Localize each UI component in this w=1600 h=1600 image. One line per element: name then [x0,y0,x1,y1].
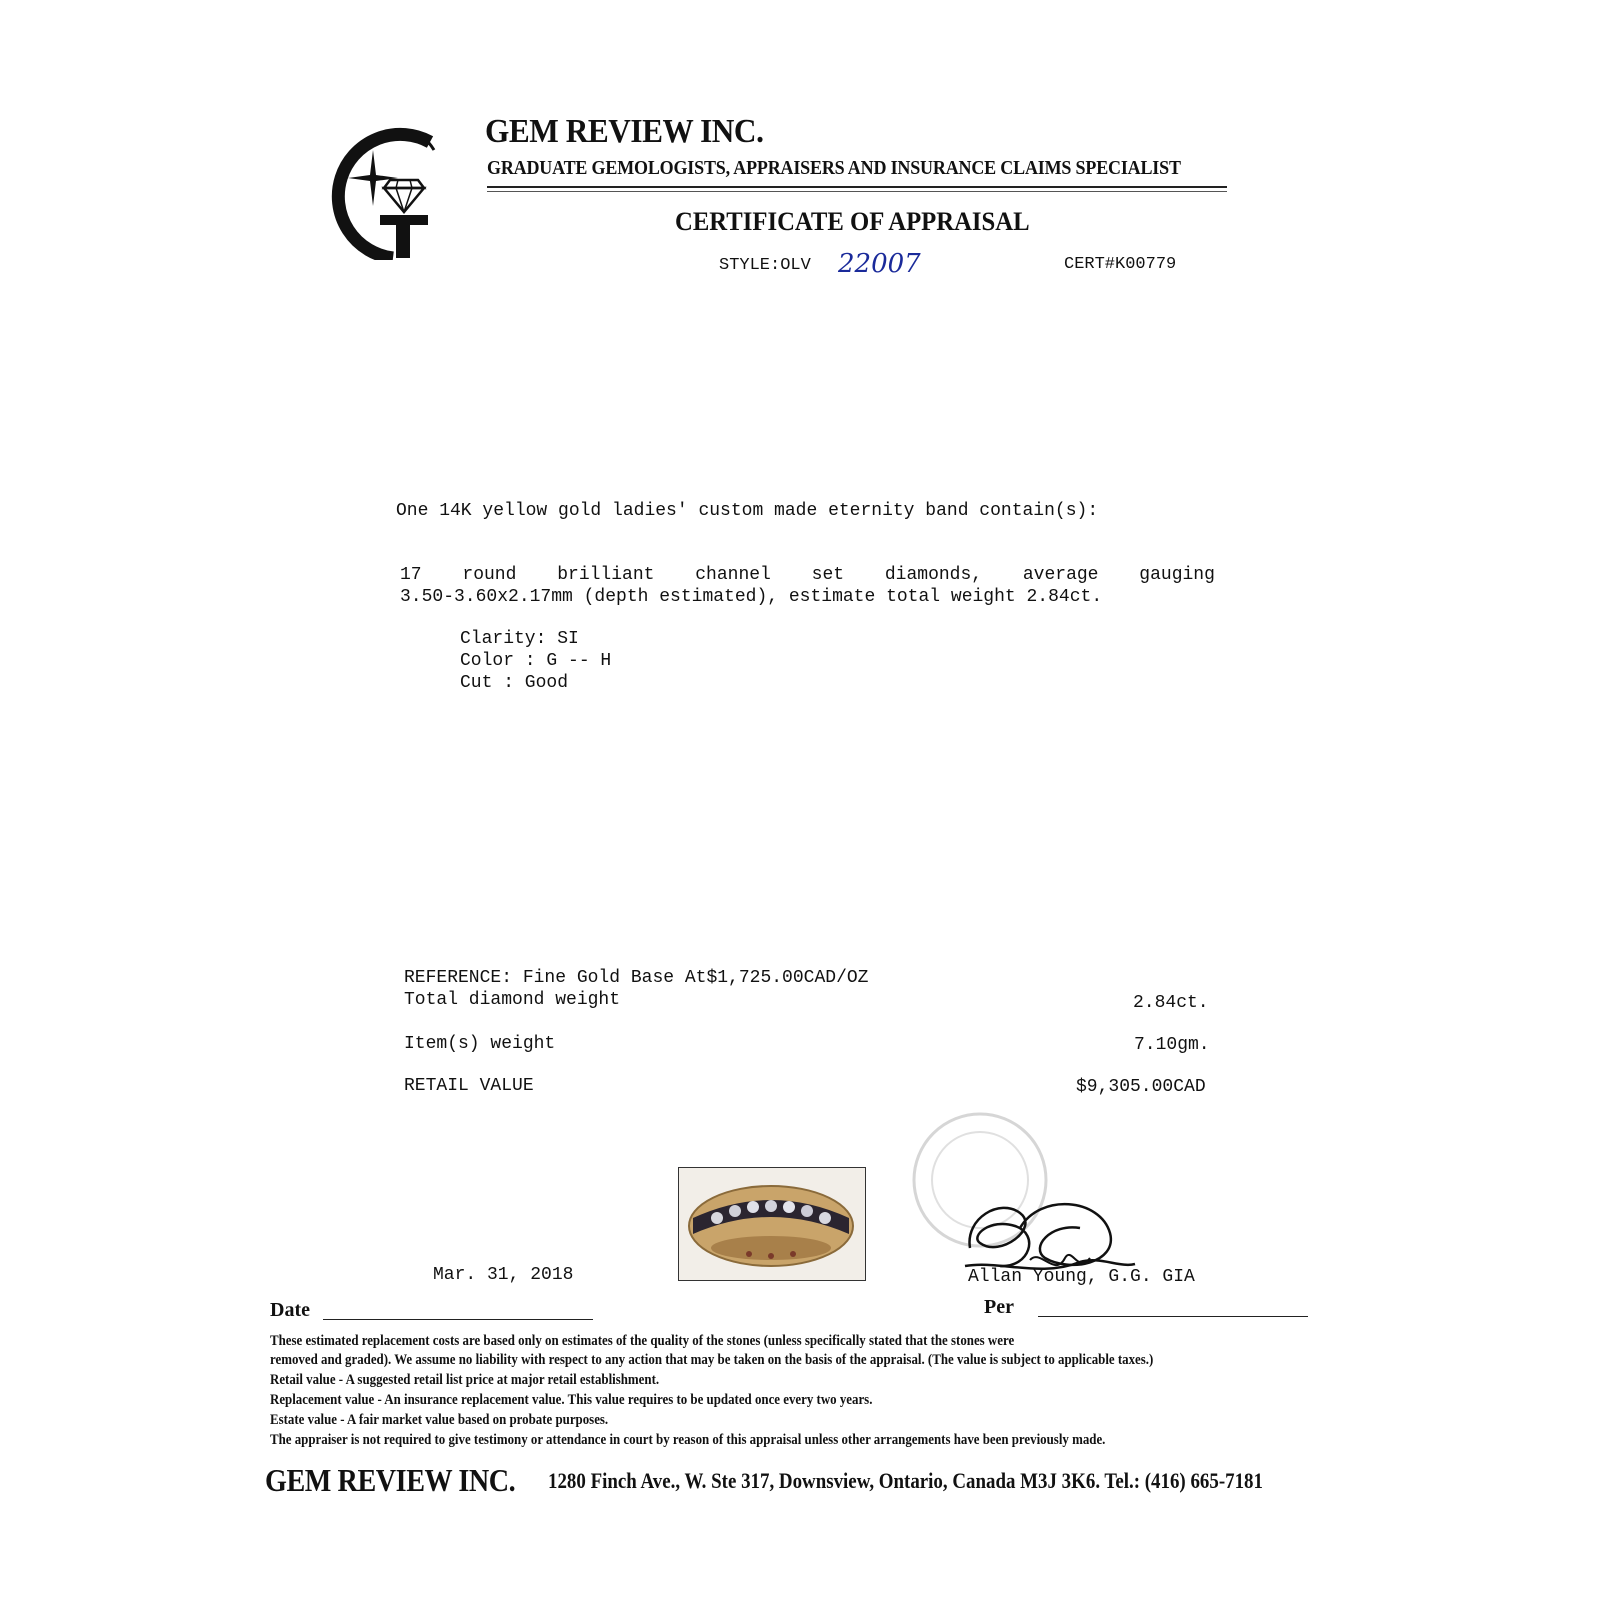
total-diamond-weight-label: Total diamond weight [404,990,621,1010]
item-weight-label: Item(s) weight [404,1034,556,1054]
stones-word: round [462,565,517,585]
disclaimer-line: Replacement value - An insurance replacement value. This value requires to be updated once every two years. [270,1392,873,1408]
certificate-number: CERT#K00779 [1064,255,1177,274]
gem-review-logo-icon [318,120,448,260]
certificate-title: CERTIFICATE OF APPRAISAL [675,207,1030,236]
footer-company-name: GEM REVIEW INC. [265,1462,516,1498]
header-divider [487,186,1227,188]
disclaimer-line: Retail value - A suggested retail list price at major retail establishment. [270,1372,660,1388]
date-label: Date [270,1299,310,1321]
stones-word: set [811,565,845,585]
disclaimer-line: The appraiser is not required to give testimony or attendance in court by reason of this appraisal unless other arrangements have been previously made. [270,1432,1106,1448]
style-label: STYLE:OLV [719,256,811,275]
stones-word: brilliant [557,565,655,585]
stones-word: channel [695,565,771,585]
style-number-handwritten: 22007 [838,249,921,279]
header-divider-thin [487,191,1227,192]
total-diamond-weight-value: 2.84ct. [1133,993,1209,1013]
appraiser-name: Allan Young, G.G. GIA [968,1267,1195,1287]
footer-address: 1280 Finch Ave., W. Ste 317, Downsview, Ontario, Canada M3J 3K6. Tel.: (416) 665-7181 [548,1468,1263,1493]
retail-value-label: RETAIL VALUE [404,1076,534,1096]
stones-word: diamonds, [884,565,983,585]
stones-word: 17 [400,565,422,585]
disclaimer-line: These estimated replacement costs are based only on estimates of the quality of the stones (unless specifically stated that the stones were [270,1333,1015,1349]
retail-value-amount: $9,305.00CAD [1076,1077,1206,1097]
date-signature-line [323,1319,593,1320]
stones-description-line-1 [400,565,1215,585]
ring-photo [678,1167,866,1281]
spec-color: Color : G -- H [460,651,612,671]
gold-base-reference: REFERENCE: Fine Gold Base At$1,725.00CAD/OZ [404,968,869,988]
item-weight-value: 7.10gm. [1134,1035,1210,1055]
per-label: Per [984,1296,1014,1318]
per-signature-line [1038,1316,1308,1317]
item-description: One 14K yellow gold ladies' custom made eternity band contain(s): [396,501,1099,521]
eternity-band-image [679,1168,865,1280]
company-tagline: GRADUATE GEMOLOGISTS, APPRAISERS AND INSURANCE CLAIMS SPECIALIST [487,157,1181,179]
disclaimer-line: Estate value - A fair market value based on probate purposes. [270,1412,609,1428]
disclaimer-line: removed and graded). We assume no liability with respect to any action that may be taken on the basis of the appraisal. (The value is subject to applicable taxes.) [270,1352,1154,1368]
stones-word: average [1022,565,1099,585]
appraisal-date: Mar. 31, 2018 [433,1265,574,1285]
stones-description-line-2: 3.50-3.60x2.17mm (depth estimated), estimate total weight 2.84ct. [400,587,1103,607]
spec-cut: Cut : Good [460,673,569,693]
company-name: GEM REVIEW INC. [485,113,764,150]
spec-clarity: Clarity: SI [460,629,579,649]
stones-word: gauging [1139,565,1215,585]
